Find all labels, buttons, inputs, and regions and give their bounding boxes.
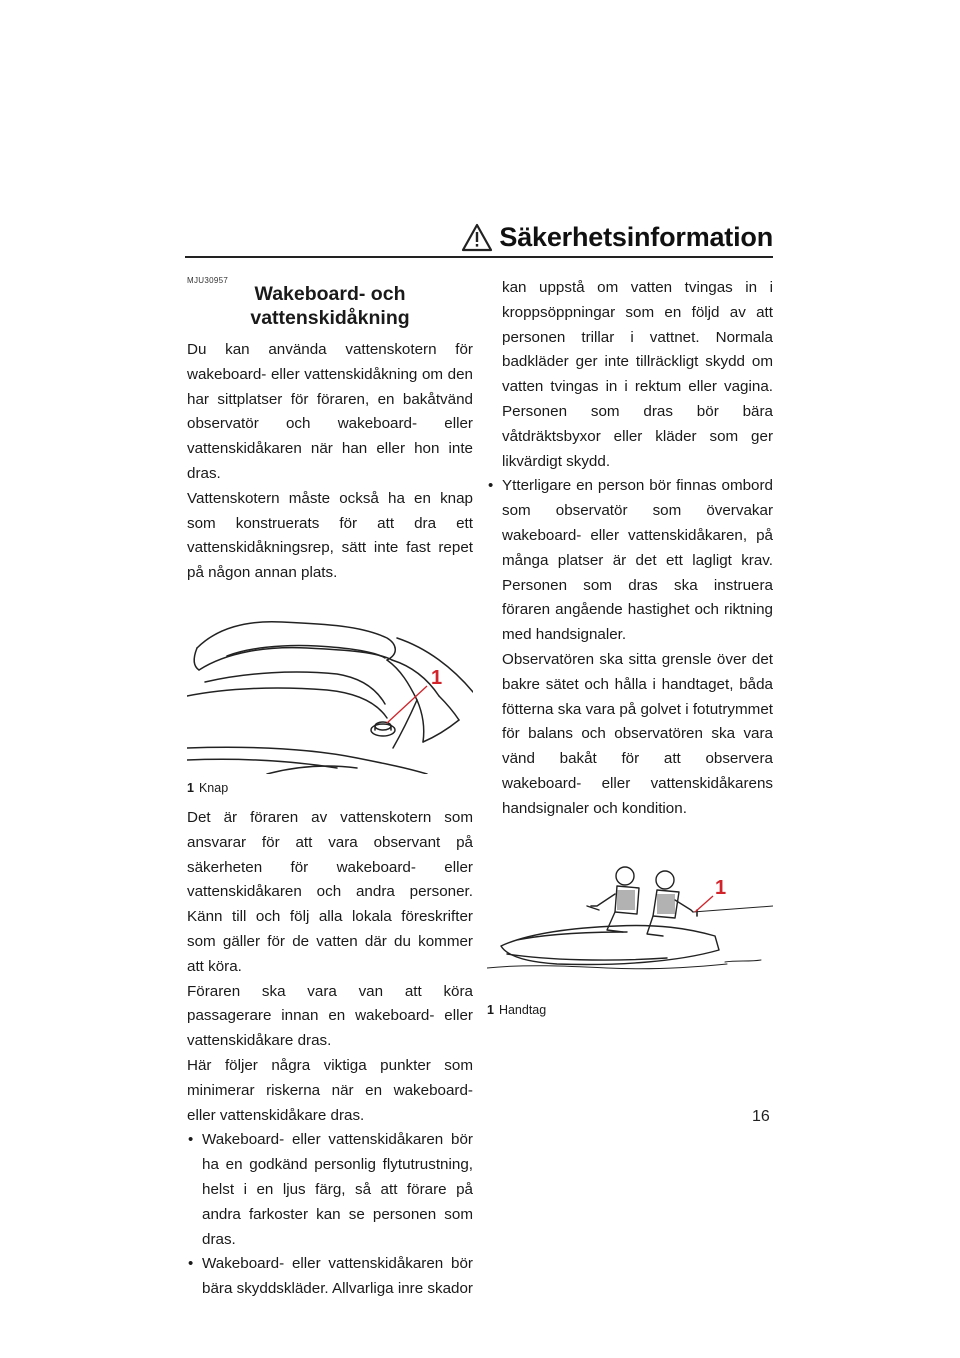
figure-knap bbox=[187, 608, 473, 774]
list-item: • Ytterligare en person bör finnas ombord som observatör som övervakar wakeboard- eller vattenskidåkaren, på många platser är det ett lagligt krav. Personen som dras ska instruera föraren angående hastighet och riktning med handsignaler. bbox=[487, 474, 773, 648]
warning-triangle-icon bbox=[461, 223, 493, 253]
paragraph: Du kan använda vattenskotern för wakeboard- eller vattenskidåkning om den har sittplatser för föraren, en bakåtvänd observatör och wakeboard- eller vattenskidåkaren när han eller hon inte dras. bbox=[187, 341, 473, 482]
paragraph: Här följer några viktiga punkter som minimerar riskerna när en wakeboard- eller vattenskidåkare dras. bbox=[187, 1056, 473, 1124]
figure-handtag bbox=[487, 850, 773, 996]
section-heading-line1: Wakeboard- och bbox=[254, 283, 406, 305]
figure1-callout-number: 1 bbox=[431, 666, 443, 689]
figure2-caption bbox=[487, 1002, 773, 1018]
section-heading-line2: vattenskidåkning bbox=[250, 307, 410, 329]
left-column bbox=[187, 276, 473, 1302]
page-header bbox=[185, 222, 773, 258]
paragraph: Vattenskotern måste också ha en knap som konstruerats för att dra ett vattenskidåkningsrep, sätt inte fast repet på någon annan plats. bbox=[187, 489, 473, 582]
page-title: Säkerhetsinformation bbox=[499, 222, 773, 252]
caption-text: Handtag bbox=[498, 1002, 547, 1017]
section-code: MJU30957 bbox=[187, 276, 229, 285]
caption-text: Knap bbox=[198, 780, 229, 795]
section-heading bbox=[187, 282, 473, 330]
figure2-callout-number: 1 bbox=[715, 876, 727, 899]
caption-number: 1 bbox=[187, 780, 194, 795]
paragraph: kan uppstå om vatten tvingas in i kroppsöppningar som en följd av att personen trillar i vattnet. Normala badkläder ger inte tillräckligt skydd om vatten tvingas in i rektum eller vagina. Personen som dras bör bära våtdräktsbyxor eller kläder som ger likvärdigt skydd. bbox=[502, 279, 773, 470]
bullet-list bbox=[187, 1128, 473, 1302]
caption-number: 1 bbox=[487, 1002, 494, 1017]
right-column bbox=[487, 276, 773, 1028]
list-item: • Wakeboard- eller vattenskidåkaren bör bära skyddskläder. Allvarliga inre skador bbox=[187, 1252, 473, 1302]
page-number: 16 bbox=[752, 1108, 770, 1125]
jetski-riders-illustration bbox=[487, 850, 773, 996]
header-title-group bbox=[461, 222, 773, 253]
paragraph: Observatören ska sitta grensle över det bakre sätet och hålla i handtaget, båda fötterna ska vara på golvet i fotutrymmet för balans och observatören ska vara vänd bakåt för att observera wakeboard- eller vattenskidåkarens handsignaler och kondition. bbox=[502, 650, 773, 817]
bullet-list bbox=[487, 474, 773, 648]
list-item: • Wakeboard- eller vattenskidåkaren bör ha en godkänd personlig flytutrustning, helst i en ljus färg, så att förare på andra farkoster kan se personen som dras. bbox=[187, 1128, 473, 1252]
seat-tow-knob-illustration bbox=[187, 608, 473, 774]
paragraph: Föraren ska vara van att köra passagerare innan en wakeboard- eller vattenskidåkare dras. bbox=[187, 982, 473, 1050]
figure1-caption bbox=[187, 780, 473, 796]
paragraph: Det är föraren av vattenskotern som ansvarar för att vara observant på säkerheten för wakeboard- eller vattenskidåkaren och andra personer. Känn till och följ alla lokala föreskrifter som gäller för de vatten där du kommer att köra. bbox=[187, 808, 473, 975]
